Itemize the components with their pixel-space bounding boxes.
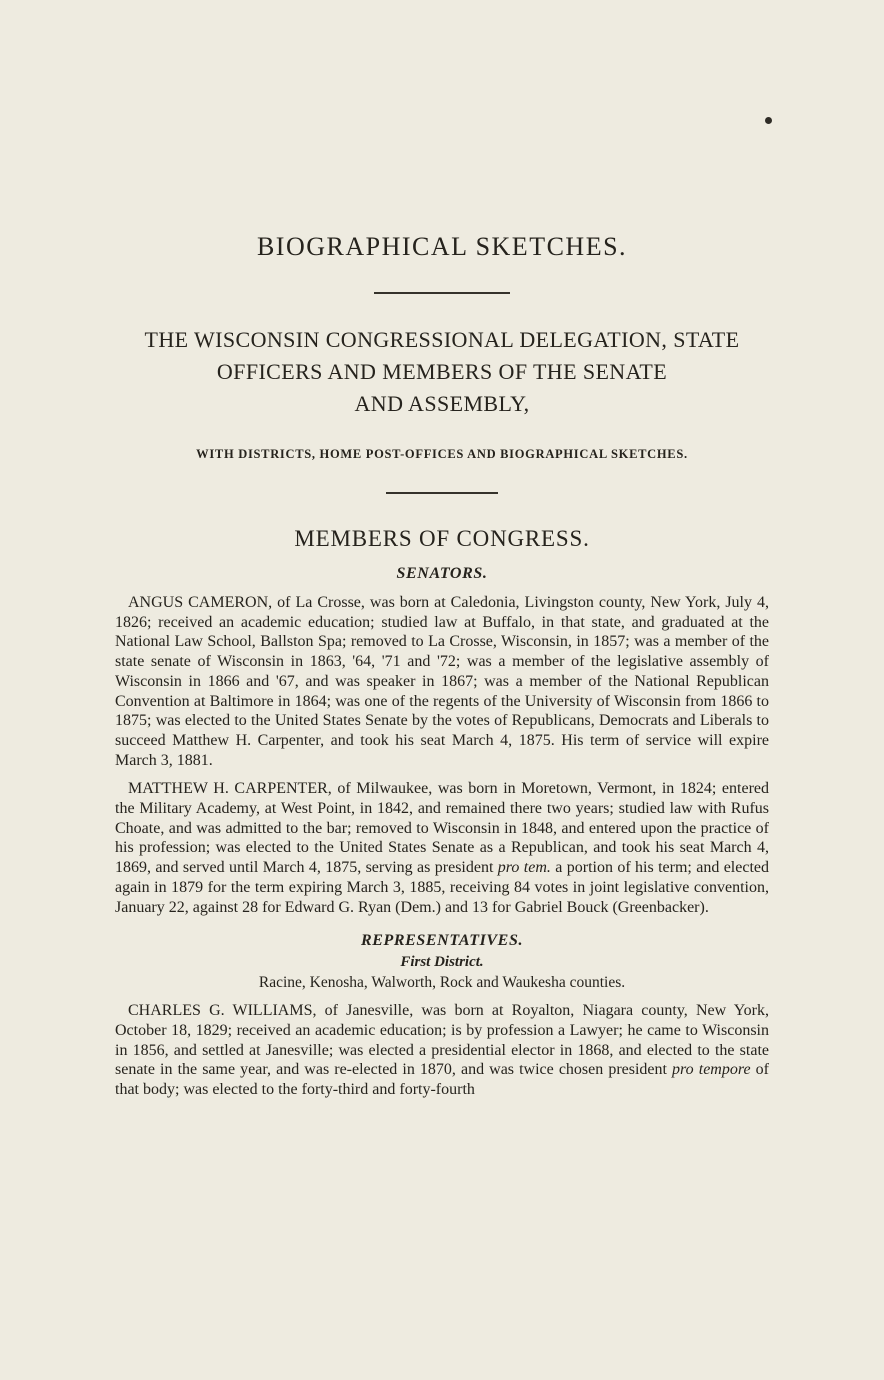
paragraph-charles-williams: CHARLES G. WILLIAMS, of Janesville, was born at Royalton, Niagara county, New York, October 18, 1829; received an academic education; is by profession a Lawyer; he came to Wisconsin in 1856, and settled at Janesville; was elected a presidential elector in 1868, and elected to the state senate in the same year, and was re-elected in 1870, and was twice chosen president pro tempore of that body; was elected to the forty-third and forty-fourth	[115, 1002, 769, 1099]
paragraph-matthew-carpenter: MATTHEW H. CARPENTER, of Milwaukee, was born in Moretown, Vermont, in 1824; entered the Military Academy, at West Point, in 1842, and remained there two years; studied law with Rufus Choate, and was admitted to the bar; removed to Wisconsin in 1848, and entered upon the practice of his profession; was elected to the United States Senate as a Republican, and took his seat March 4, 1869, and served until March 4, 1875, serving as president pro tem. a portion of his term; and elected again in 1879 for the term expiring March 3, 1885, receiving 84 votes in joint legislative convention, January 22, against 28 for Edward G. Ryan (Dem.) and 13 for Gabriel Bouck (Greenbacker).	[115, 780, 769, 916]
paragraph-angus-cameron: ANGUS CAMERON, of La Crosse, was born at Caledonia, Livingston county, New York, July 4, 1826; received an academic education; studied law at Buffalo, in that state, and graduated at the National Law School, Ballston Spa; removed to La Crosse, Wisconsin, in 1857; was a member of the state senate of Wisconsin in 1863, '64, '71 and '72; was a member of the legislative assembly of Wisconsin in 1866 and '67, and was speaker in 1867; was a member of the National Republican Convention at Baltimore in 1864; was one of the regents of the University of Wisconsin from 1866 to 1875; was elected to the United States Senate by the votes of Republicans, Democrats and Liberals to succeed Matthew H. Carpenter, and took his seat March 4, 1875. His term of service will expire March 3, 1881.	[115, 594, 769, 769]
districts-subheading: WITH DISTRICTS, HOME POST-OFFICES AND BIOGRAPHICAL SKETCHES.	[196, 447, 688, 461]
divider-rule-mid	[386, 492, 498, 494]
representatives-heading: REPRESENTATIVES.	[360, 932, 524, 950]
members-of-congress-heading: MEMBERS OF CONGRESS.	[294, 526, 590, 551]
ink-speck	[765, 117, 772, 124]
first-district-heading: First District.	[400, 954, 484, 971]
delegation-heading-line-2: OFFICERS AND MEMBERS OF THE SENATE	[216, 359, 668, 384]
representatives-section	[115, 932, 769, 992]
delegation-heading-line-3: AND ASSEMBLY,	[354, 391, 530, 416]
delegation-heading	[115, 324, 769, 420]
page-content	[115, 0, 769, 1100]
divider-rule-top	[374, 292, 510, 294]
page-title: BIOGRAPHICAL SKETCHES.	[256, 232, 628, 261]
first-district-counties: Racine, Kenosha, Walworth, Rock and Waukesha counties.	[258, 974, 626, 992]
delegation-heading-line-1: THE WISCONSIN CONGRESSIONAL DELEGATION, STATE	[144, 327, 740, 352]
senators-heading: SENATORS.	[396, 565, 488, 582]
